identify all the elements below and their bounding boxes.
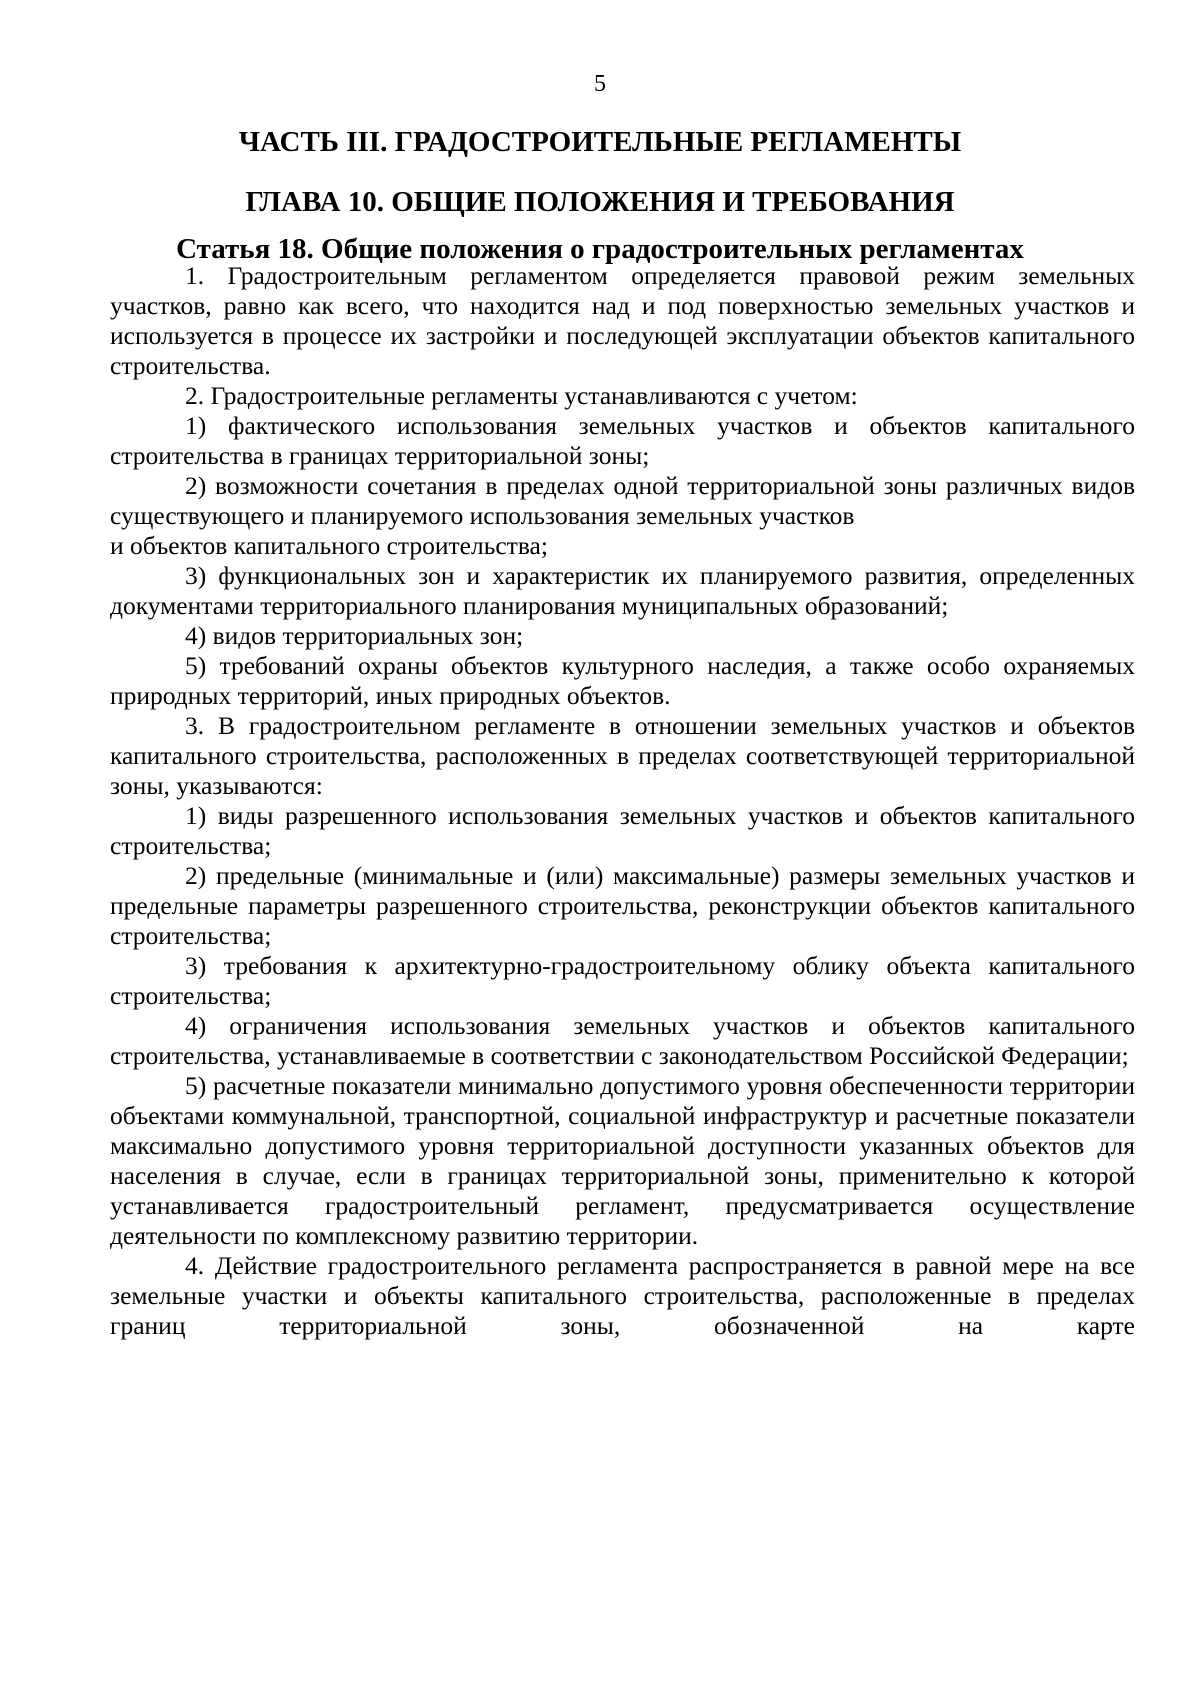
paragraph-1: 1. Градостроительным регламентом определяется правовой режим земельных участков, равно как всего, что находится над и под поверхностью земельных участков и используется в процессе их застройки и последующей эксплуатации объектов капитального строительства. [110, 261, 1135, 380]
paragraph-2-item-4: 4) видов территориальных зон; [185, 621, 524, 650]
article-body [110, 261, 1135, 1341]
paragraph-3-item-1: 1) виды разрешенного использования земельных участков и объектов капитального строительства; [110, 801, 1135, 860]
paragraph-2: 2. Градостроительные регламенты устанавливаются с учетом: [185, 381, 858, 410]
paragraph-3-item-4: 4) ограничения использования земельных участков и объектов капитального строительства, устанавливаемые в соответствии с законодательством Российской Федерации; [110, 1011, 1135, 1070]
paragraph-3-item-3: 3) требования к архитектурно-градостроительному облику объекта капитального строительства; [110, 951, 1135, 1010]
article-heading: Статья 18. Общие положения о градостроительных регламентах [176, 233, 1024, 265]
paragraph-3: 3. В градостроительном регламенте в отношении земельных участков и объектов капитального строительства, расположенных в пределах соответствующей территориальной зоны, указываются: [110, 711, 1135, 800]
paragraph-3-item-2: 2) предельные (минимальные и (или) максимальные) размеры земельных участков и предельные параметры разрешенного строительства, реконструкции объектов капитального строительства; [110, 861, 1135, 950]
chapter-heading: ГЛАВА 10. ОБЩИЕ ПОЛОЖЕНИЯ И ТРЕБОВАНИЯ [245, 186, 955, 218]
paragraph-3-item-5: 5) расчетные показатели минимально допустимого уровня обеспеченности территории объектами коммунальной, транспортной, социальной инфраструктур и расчетные показатели максимально допустимого уровня территориальной доступности указанных объектов для населения в случае, если в границах территориальной зоны, применительно к которой устанавливается градостроительный регламент, предусматривается осуществление деятельности по комплексному развитию территории. [110, 1071, 1135, 1250]
paragraph-2-item-3: 3) функциональных зон и характеристик их планируемого развития, определенных документами территориального планирования муниципальных образований; [110, 561, 1135, 620]
paragraph-2-item-1: 1) фактического использования земельных участков и объектов капитального строительства в границах территориальной зоны; [110, 411, 1135, 470]
paragraph-2-item-2: 2) возможности сочетания в пределах одной территориальной зоны различных видов существующего и планируемого использования земельных участков [110, 471, 1135, 530]
paragraph-2-item-2-continued: и объектов капитального строительства; [110, 531, 548, 560]
paragraph-4: 4. Действие градостроительного регламента распространяется в равной мере на все земельные участки и объекты капитального строительства, расположенные в пределах границ территориальной зоны, обозначенной на карте [110, 1251, 1135, 1340]
paragraph-2-item-5: 5) требований охраны объектов культурного наследия, а также особо охраняемых природных территорий, иных природных объектов. [110, 651, 1135, 710]
part-heading: ЧАСТЬ III. ГРАДОСТРОИТЕЛЬНЫЕ РЕГЛАМЕНТЫ [238, 126, 962, 158]
page-number: 5 [594, 71, 606, 97]
